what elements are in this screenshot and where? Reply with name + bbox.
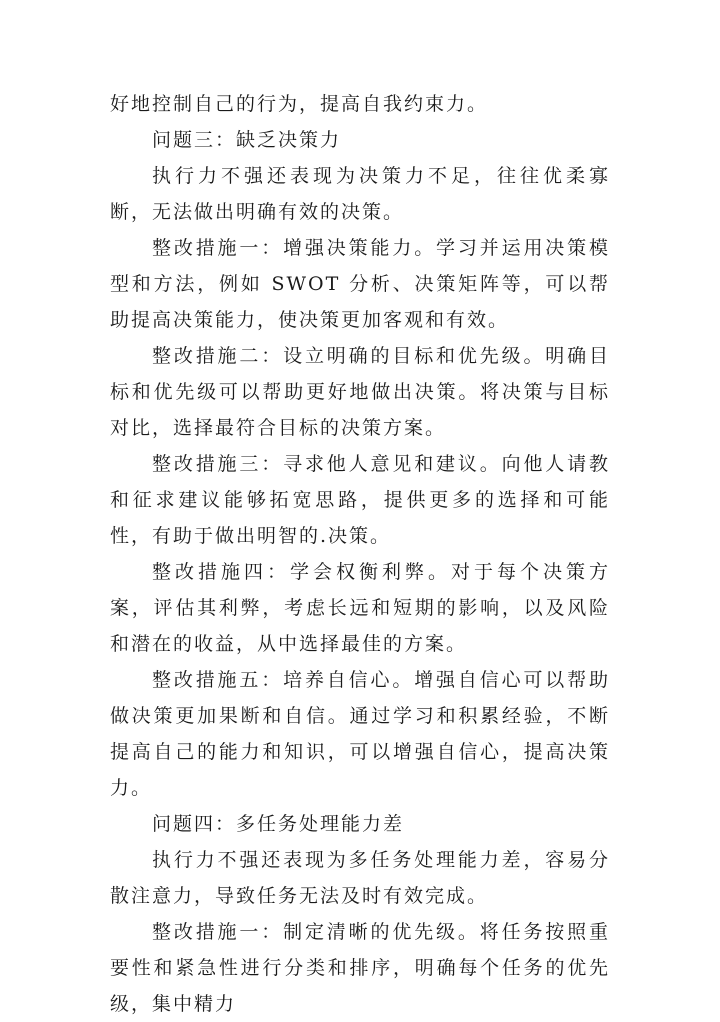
section-heading-problem-4: 问题四：多任务处理能力差 [152,813,405,835]
paragraph-problem-4-measure-1: 整改措施一：制定清晰的优先级。将任务按照重要性和紧急性进行分类和排序，明确每个任务的优先级，集中精力 [110,921,610,1015]
paragraph-measure-5: 整改措施五：培养自信心。增强自信心可以帮助做决策更加果断和自信。通过学习和积累经验，不断提高自己的能力和知识，可以增强自信心，提高决策力。 [110,669,610,799]
paragraph-measure-2: 整改措施二：设立明确的目标和优先级。明确目标和优先级可以帮助更好地做出决策。将决策与目标对比，选择最符合目标的决策方案。 [110,345,610,439]
paragraph-measure-3: 整改措施三：寻求他人意见和建议。向他人请教和征求建议能够拓宽思路，提供更多的选择和可能性，有助于做出明智的.决策。 [110,453,610,547]
paragraph-problem-3-description: 执行力不强还表现为决策力不足，往往优柔寡断，无法做出明确有效的决策。 [110,165,610,223]
paragraph-measure-4: 整改措施四：学会权衡利弊。对于每个决策方案，评估其利弊，考虑长远和短期的影响，以及风险和潜在的收益，从中选择最佳的方案。 [110,561,610,655]
paragraph-problem-4-description: 执行力不强还表现为多任务处理能力差，容易分散注意力，导致任务无法及时有效完成。 [110,849,610,907]
document-body [110,86,610,1022]
section-heading-problem-3: 问题三：缺乏决策力 [152,129,342,151]
paragraph-continuation: 好地控制自己的行为，提高自我约束力。 [110,93,489,115]
paragraph-measure-1: 整改措施一：增强决策能力。学习并运用决策模型和方法，例如 SWOT 分析、决策矩阵等，可以帮助提高决策能力，使决策更加客观和有效。 [110,237,610,331]
